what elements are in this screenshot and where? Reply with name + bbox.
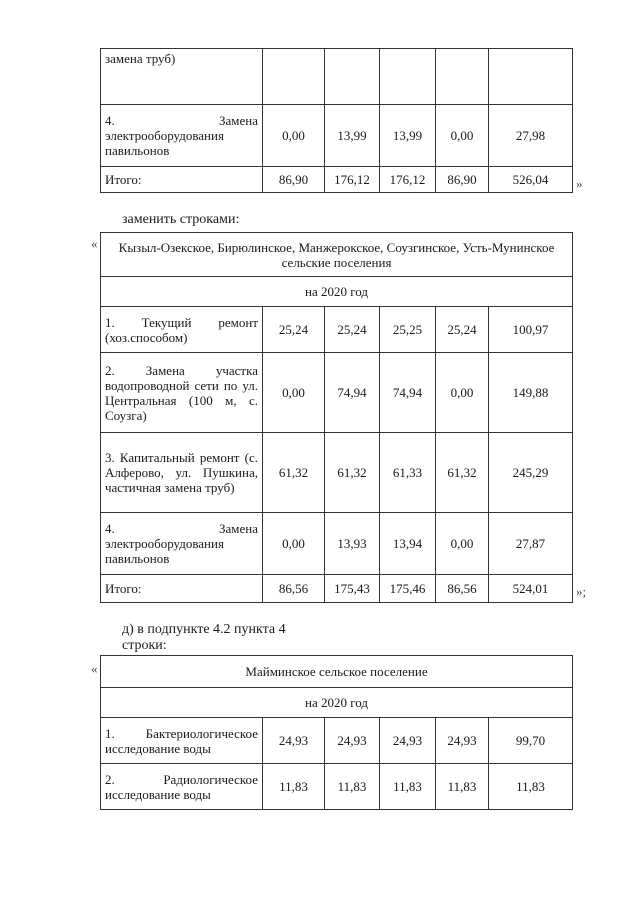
value-cell: 149,88 bbox=[489, 353, 573, 433]
row-label-text: 2. Замена участка водопроводной сети по ул. Центральная (100 м, с. Соузга) bbox=[105, 362, 258, 423]
opening-quote: « bbox=[91, 236, 98, 251]
table-row bbox=[101, 353, 573, 433]
value-cell: 245,29 bbox=[489, 433, 573, 513]
value-cell: 11,83 bbox=[436, 764, 489, 810]
value-cell bbox=[380, 49, 436, 105]
row-label bbox=[101, 513, 263, 575]
row-label-text: 2. Радиологическое исследование воды bbox=[105, 771, 258, 802]
value-cell: 27,87 bbox=[489, 513, 573, 575]
value-cell: 61,32 bbox=[436, 433, 489, 513]
table-row-total bbox=[101, 575, 573, 603]
strings-label: строки: bbox=[122, 638, 167, 653]
value-cell: 11,83 bbox=[380, 764, 436, 810]
replace-instruction: заменить строками: bbox=[122, 212, 240, 227]
value-cell: 86,56 bbox=[263, 575, 325, 603]
value-cell: 74,94 bbox=[380, 353, 436, 433]
opening-quote: « bbox=[91, 661, 98, 676]
value-cell: 27,98 bbox=[489, 105, 573, 167]
table-row bbox=[101, 718, 573, 764]
value-cell: 0,00 bbox=[436, 353, 489, 433]
value-cell: 11,83 bbox=[489, 764, 573, 810]
value-cell: 99,70 bbox=[489, 718, 573, 764]
value-cell: 25,24 bbox=[263, 307, 325, 353]
table-row bbox=[101, 433, 573, 513]
row-label: Итого: bbox=[101, 167, 263, 193]
value-cell: 24,93 bbox=[436, 718, 489, 764]
value-cell: 176,12 bbox=[380, 167, 436, 193]
closing-quote: » bbox=[576, 176, 583, 191]
table-row bbox=[101, 764, 573, 810]
value-cell: 61,32 bbox=[325, 433, 380, 513]
table-row-total bbox=[101, 167, 573, 193]
value-cell: 524,01 bbox=[489, 575, 573, 603]
value-cell: 11,83 bbox=[325, 764, 380, 810]
value-cell: 25,24 bbox=[436, 307, 489, 353]
row-label: замена труб) bbox=[101, 49, 263, 105]
value-cell: 61,33 bbox=[380, 433, 436, 513]
settlement-header: Кызыл-Озекское, Бирюлинское, Манжерокское, Соузгинское, Усть-Мунинское сельские поселения bbox=[101, 233, 573, 277]
value-cell bbox=[263, 49, 325, 105]
row-label-text: 4. Замена электрооборудования павильонов bbox=[105, 521, 258, 566]
subpoint-instruction: д) в подпункте 4.2 пункта 4 bbox=[122, 622, 286, 637]
table-row bbox=[101, 513, 573, 575]
value-cell: 25,25 bbox=[380, 307, 436, 353]
value-cell: 24,93 bbox=[380, 718, 436, 764]
year-label: на 2020 год bbox=[101, 688, 573, 718]
row-label bbox=[101, 718, 263, 764]
table-row bbox=[101, 49, 573, 105]
value-cell: 86,56 bbox=[436, 575, 489, 603]
value-cell bbox=[436, 49, 489, 105]
value-cell: 24,93 bbox=[263, 718, 325, 764]
value-cell: 25,24 bbox=[325, 307, 380, 353]
row-label-text: 1. Бактериологическое исследование воды bbox=[105, 725, 258, 756]
value-cell bbox=[325, 49, 380, 105]
value-cell: 13,94 bbox=[380, 513, 436, 575]
table-year-row bbox=[101, 688, 573, 718]
year-label: на 2020 год bbox=[101, 277, 573, 307]
row-label bbox=[101, 105, 263, 167]
row-label bbox=[101, 353, 263, 433]
table-continuation bbox=[100, 48, 573, 193]
row-label-text: 1. Текущий ремонт (хоз.способом) bbox=[105, 314, 258, 345]
table-replacement bbox=[100, 232, 573, 603]
value-cell: 0,00 bbox=[436, 105, 489, 167]
value-cell: 175,43 bbox=[325, 575, 380, 603]
table-row bbox=[101, 105, 573, 167]
table-maima bbox=[100, 655, 573, 810]
row-label bbox=[101, 433, 263, 513]
row-label bbox=[101, 764, 263, 810]
table-row bbox=[101, 307, 573, 353]
value-cell: 24,93 bbox=[325, 718, 380, 764]
value-cell: 176,12 bbox=[325, 167, 380, 193]
value-cell: 100,97 bbox=[489, 307, 573, 353]
value-cell: 0,00 bbox=[436, 513, 489, 575]
settlement-header: Майминское сельское поселение bbox=[101, 656, 573, 688]
row-label-text: 3. Капитальный ремонт (с. Алферово, ул. Пушкина, частичная замена труб) bbox=[105, 450, 258, 495]
value-cell: 13,99 bbox=[380, 105, 436, 167]
value-cell: 11,83 bbox=[263, 764, 325, 810]
value-cell: 13,99 bbox=[325, 105, 380, 167]
value-cell bbox=[489, 49, 573, 105]
row-label: Итого: bbox=[101, 575, 263, 603]
table-year-row bbox=[101, 277, 573, 307]
value-cell: 13,93 bbox=[325, 513, 380, 575]
value-cell: 86,90 bbox=[436, 167, 489, 193]
value-cell: 0,00 bbox=[263, 105, 325, 167]
table-header-row bbox=[101, 233, 573, 277]
closing-quote: »; bbox=[576, 584, 587, 599]
row-label-text: 4. Замена электрооборудования павильонов bbox=[105, 113, 258, 158]
value-cell: 0,00 bbox=[263, 513, 325, 575]
table-header-row bbox=[101, 656, 573, 688]
value-cell: 61,32 bbox=[263, 433, 325, 513]
value-cell: 526,04 bbox=[489, 167, 573, 193]
value-cell: 86,90 bbox=[263, 167, 325, 193]
value-cell: 175,46 bbox=[380, 575, 436, 603]
row-label bbox=[101, 307, 263, 353]
value-cell: 74,94 bbox=[325, 353, 380, 433]
value-cell: 0,00 bbox=[263, 353, 325, 433]
